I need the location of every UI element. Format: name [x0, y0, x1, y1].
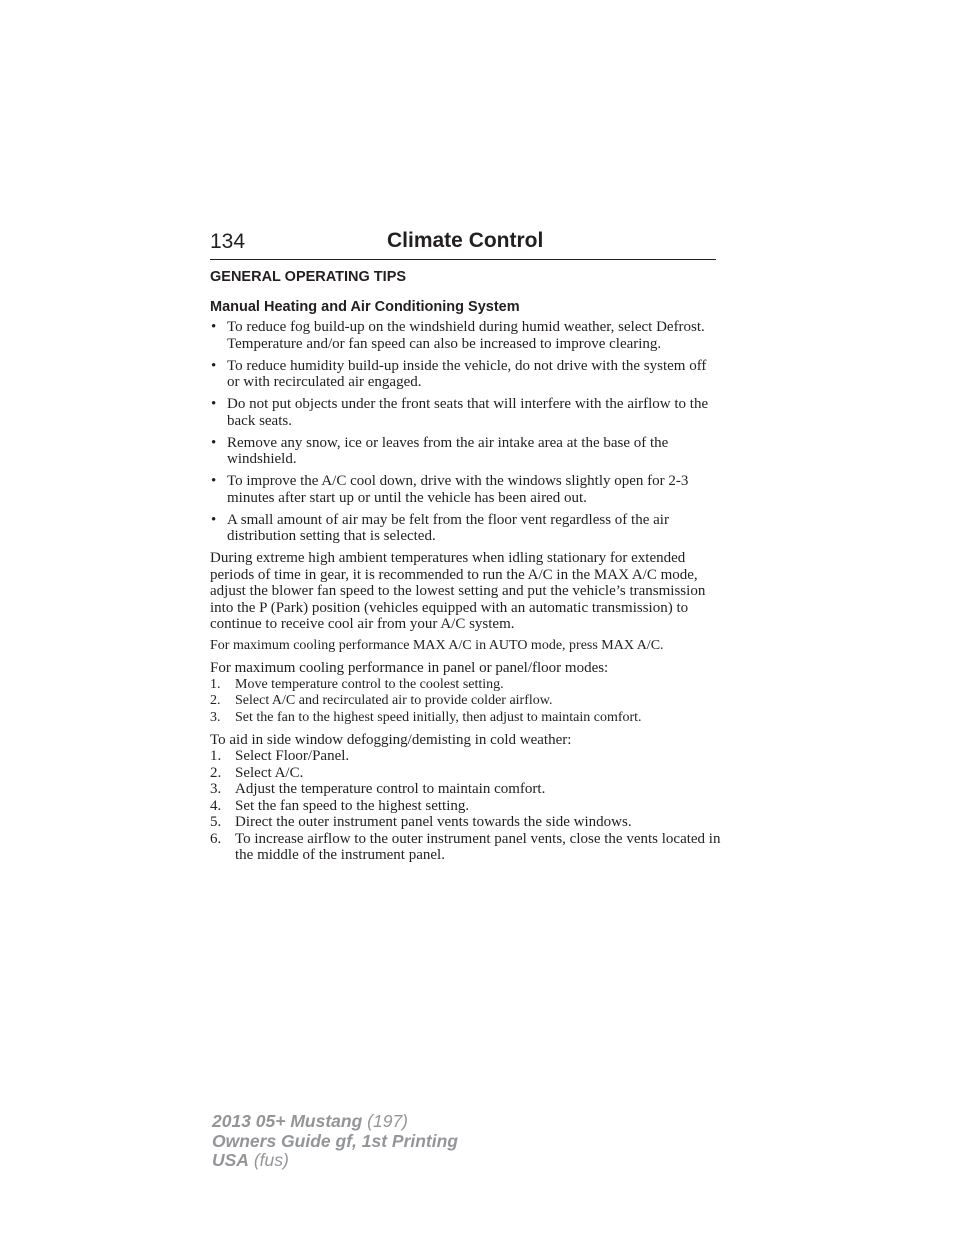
bullet-icon: • — [211, 396, 217, 412]
page-number: 134 — [210, 230, 246, 253]
step-text: To increase airflow to the outer instrument panel vents, close the vents located in the middle of the instrument panel. — [235, 830, 721, 863]
list-item — [210, 710, 722, 727]
footer-model: 2013 05+ Mustang — [212, 1111, 363, 1131]
footer-line-model — [212, 1112, 458, 1132]
step-text: Direct the outer instrument panel vents towards the side windows. — [235, 814, 632, 830]
bullet-text: Do not put objects under the front seats that will interfere with the airflow to the back seats. — [227, 396, 709, 429]
step-text: Set the fan to the highest speed initially, then adjust to maintain comfort. — [235, 709, 642, 725]
defogging-intro: To aid in side window defogging/demisting in cold weather: — [210, 731, 572, 748]
page-content — [210, 266, 722, 869]
footer-market-code: (fus) — [253, 1150, 289, 1170]
footer-guide: Owners Guide gf, 1st Printing — [212, 1130, 458, 1151]
list-item — [210, 693, 722, 710]
panel-modes-steps — [210, 677, 722, 727]
bullet-icon: • — [211, 357, 217, 374]
subsection-heading: Manual Heating and Air Conditioning System — [210, 299, 520, 315]
section-heading: GENERAL OPERATING TIPS — [210, 269, 407, 285]
step-number: 5. — [210, 814, 222, 830]
bullet-text: To reduce humidity build-up inside the vehicle, do not drive with the system off or with recirculated air engaged. — [227, 357, 707, 390]
footer-line-market — [212, 1151, 458, 1171]
list-item — [210, 677, 722, 694]
step-number: 3. — [210, 781, 222, 797]
step-number: 2. — [210, 693, 221, 708]
defogging-steps — [210, 748, 722, 864]
step-text: Set the fan speed to the highest setting. — [235, 797, 470, 814]
footer-market: USA — [212, 1150, 249, 1170]
step-number: 3. — [210, 709, 221, 725]
bullet-icon: • — [211, 511, 217, 528]
list-item — [210, 358, 722, 391]
list-item — [210, 798, 722, 815]
chapter-title: Climate Control — [387, 229, 544, 252]
step-number: 2. — [210, 764, 222, 781]
list-item — [210, 765, 722, 782]
bullet-icon: • — [211, 434, 217, 451]
bullet-icon: • — [211, 319, 217, 335]
step-text: Select A/C and recirculated air to provide colder airflow. — [235, 693, 553, 708]
step-number: 1. — [210, 676, 221, 692]
max-ac-auto-paragraph: For maximum cooling performance MAX A/C in AUTO mode, press MAX A/C. — [210, 638, 664, 653]
list-item — [210, 396, 722, 429]
step-text: Select Floor/Panel. — [235, 748, 350, 764]
list-item — [210, 748, 722, 765]
bullet-text: Remove any snow, ice or leaves from the air intake area at the base of the windshield. — [227, 434, 669, 467]
step-number: 4. — [210, 797, 222, 814]
list-item — [210, 814, 722, 831]
list-item — [210, 473, 722, 506]
footer-model-code: (197) — [367, 1111, 409, 1131]
step-number: 6. — [210, 830, 222, 847]
panel-modes-intro: For maximum cooling performance in panel or panel/floor modes: — [210, 660, 609, 676]
list-item — [210, 781, 722, 798]
step-number: 1. — [210, 748, 222, 764]
bullet-text: To reduce fog build-up on the windshield during humid weather, select Defrost. Temperature and/or fan speed can also be increased to improve clearing. — [227, 319, 705, 352]
step-text: Adjust the temperature control to maintain comfort. — [235, 781, 546, 797]
list-item — [210, 831, 722, 864]
list-item — [210, 512, 722, 545]
tips-bullet-list — [210, 319, 722, 545]
bullet-text: To improve the A/C cool down, drive with the windows slightly open for 2-3 minutes after start up or until the vehicle has been aired out. — [227, 473, 689, 506]
bullet-text: A small amount of air may be felt from the floor vent regardless of the air distribution setting that is selected. — [227, 511, 669, 544]
step-text: Move temperature control to the coolest setting. — [235, 676, 504, 692]
page-header — [210, 228, 716, 260]
print-footer — [212, 1112, 458, 1171]
list-item — [210, 319, 722, 352]
footer-line-guide — [212, 1132, 458, 1152]
list-item — [210, 435, 722, 468]
bullet-icon: • — [211, 473, 217, 489]
step-text: Select A/C. — [235, 764, 304, 781]
extreme-temperature-paragraph: During extreme high ambient temperatures when idling stationary for extended periods of time in gear, it is recommended to run the A/C in the MAX A/C mode, adjust the blower fan speed to the lowest setting and put the vehicle’s transmission into the P (Park) position (vehicles equipped with an automatic transmission) to continue to receive cool air from your A/C system. — [210, 550, 706, 632]
